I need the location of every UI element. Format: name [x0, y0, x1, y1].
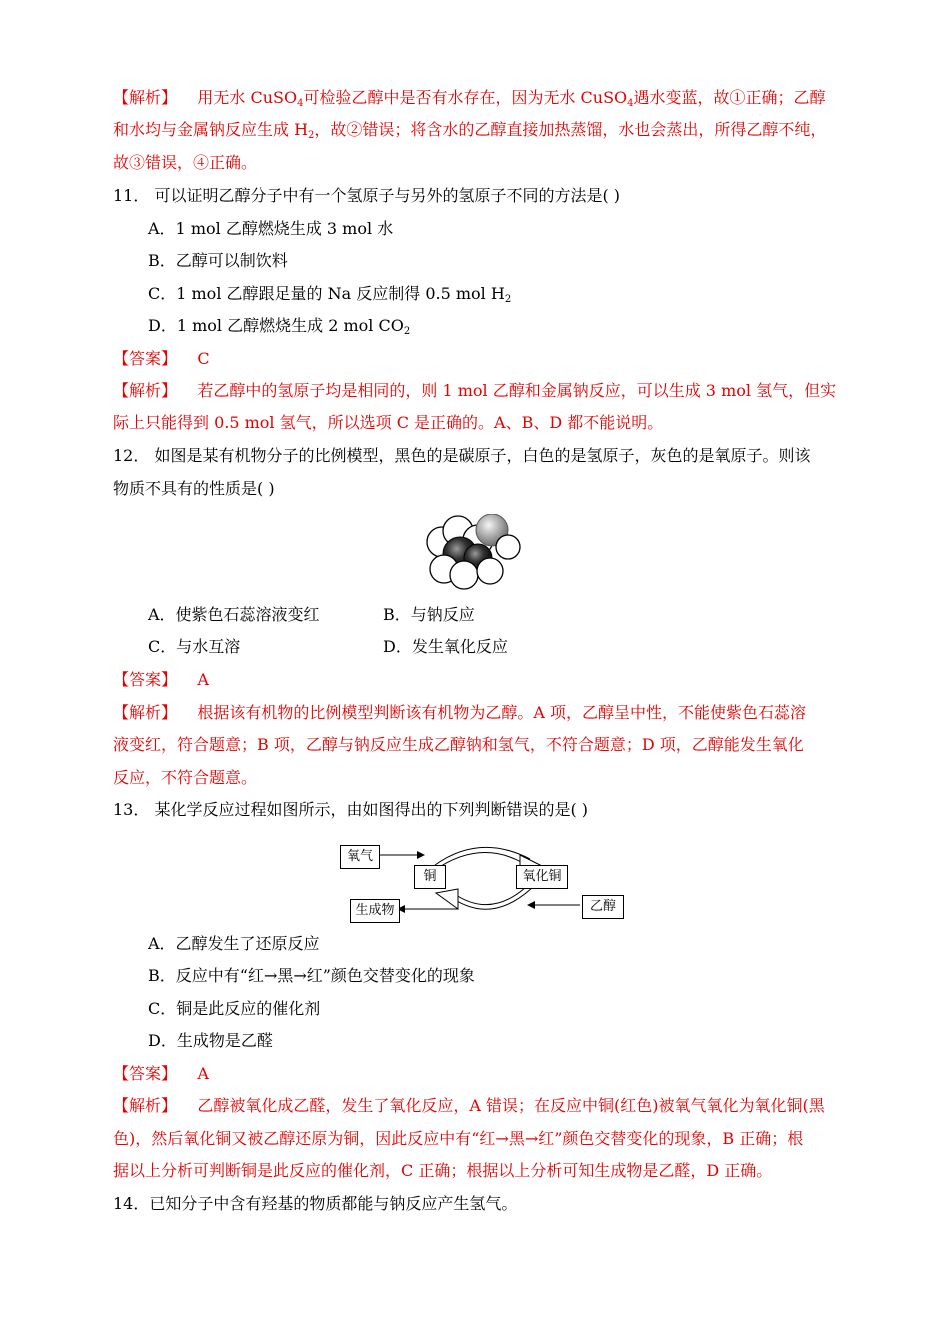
q12-analysis-line3: 反应，不符合题意。 [113, 768, 258, 787]
top-arc [435, 847, 530, 865]
q12-option-b: B．与钠反应 [383, 605, 475, 624]
analysis-label: 【解析】 [113, 381, 178, 400]
q13-analysis-line2: 色)，然后氧化铜又被乙醇还原为铜，因此反应中有“红→黑→红”颜色交替变化的现象，B 正确；根 [113, 1129, 804, 1148]
product-box: 生成物 [350, 899, 400, 923]
reaction-cycle-diagram [330, 835, 630, 927]
q12-option-a: A．使紫色石蕊溶液变红 [148, 605, 320, 624]
q11-option-a: A．1 mol 乙醇燃烧生成 3 mol 水 [148, 219, 394, 238]
q13-option-d: D．生成物是乙醛 [148, 1031, 273, 1050]
analysis-label: 【解析】 [113, 703, 178, 722]
analysis-q10-line2: 和水均与金属钠反应生成 $H_2$，故②错误；将含水的乙醇直接加热蒸馏，水也会蒸出，所得乙醇不纯， [113, 120, 827, 141]
q13-analysis-line3: 据以上分析可判断铜是此反应的催化剂，C 正确；根据以上分析可知生成物是乙醛，D 正确。 [113, 1161, 773, 1180]
question-11-stem: 11． 可以证明乙醇分子中有一个氢原子与另外的氢原子不同的方法是( ) [113, 186, 621, 205]
q13-option-a: A．乙醇发生了还原反应 [148, 934, 320, 953]
q13-option-c: C．铜是此反应的催化剂 [148, 999, 321, 1018]
q12-answer: 【答案】 A [113, 670, 209, 689]
analysis-label: 【解析】 [113, 1096, 178, 1115]
analysis-q10-line3: 故③错误，④正确。 [113, 153, 258, 172]
hydrogen-atom [477, 558, 503, 584]
question-12-stem-line2: 物质不具有的性质是( ) [113, 479, 275, 498]
copper-box: 铜 [414, 865, 446, 889]
question-13-stem: 13． 某化学反应过程如图所示，由如图得出的下列判断错误的是( ) [113, 800, 589, 819]
answer-label: 【答案】 [113, 670, 178, 689]
q13-option-b: B．反应中有“红→黑→红”颜色交替变化的现象 [148, 966, 475, 985]
q13-answer: 【答案】 A [113, 1064, 209, 1083]
q11-option-b: B．乙醇可以制饮料 [148, 251, 288, 270]
q11-analysis-line2: 际上只能得到 0.5 mol 氢气，所以选项 C 是正确的。A、B、D 都不能说明。 [113, 413, 664, 432]
q11-answer: 【答案】 C [113, 349, 210, 368]
analysis-label: 【解析】 [113, 88, 178, 107]
q12-analysis-line2: 液变红，符合题意；B 项，乙醇与钠反应生成乙醇钠和氢气，不符合题意；D 项，乙醇能发生氧化 [113, 735, 804, 754]
answer-label: 【答案】 [113, 1064, 178, 1083]
q13-analysis-line1: 【解析】 乙醇被氧化成乙醛，发生了氧化反应，A 错误；在反应中铜(红色)被氧气氧化为氧化铜(黑 [113, 1096, 825, 1115]
ethanol-space-filling-model [420, 514, 530, 594]
q11-analysis-line1: 【解析】 若乙醇中的氢原子均是相同的，则 1 mol 乙醇和金属钠反应，可以生成 3 mol 氢气，但实 [113, 381, 837, 400]
question-12-stem-line1: 12． 如图是某有机物分子的比例模型，黑色的是碳原子，白色的是氢原子，灰色的是氧原子。则该 [113, 446, 811, 465]
answer-label: 【答案】 [113, 349, 178, 368]
oxygen-box: 氧气 [340, 845, 380, 869]
hydrogen-atom [496, 535, 520, 559]
analysis-q10-line1: 【解析】 用无水 CuSO$_4$可检验乙醇中是否有水存在，因为无水 CuSO$_4$遇水变蓝，故①正确；乙醇 [113, 88, 826, 109]
ethanol-box: 乙醇 [582, 895, 624, 919]
q12-option-c: C．与水互溶 [148, 637, 241, 656]
copper-oxide-box: 氧化铜 [516, 865, 568, 889]
q11-option-c: C．1 mol 乙醇跟足量的 Na 反应制得 0.5 mol $H_2$ [148, 284, 512, 305]
q12-analysis-line1: 【解析】 根据该有机物的比例模型判断该有机物为乙醇。A 项，乙醇呈中性，不能使紫色石蕊溶 [113, 703, 807, 722]
bottom-arc-arrowhead [436, 889, 458, 909]
hydrogen-atom [450, 561, 478, 589]
q12-option-d: D．发生氧化反应 [383, 637, 508, 656]
question-14-stem: 14．已知分子中含有羟基的物质都能与钠反应产生氢气。 [113, 1194, 518, 1213]
q11-option-d: D．1 mol 乙醇燃烧生成 2 mol $CO_2$ [148, 316, 411, 337]
